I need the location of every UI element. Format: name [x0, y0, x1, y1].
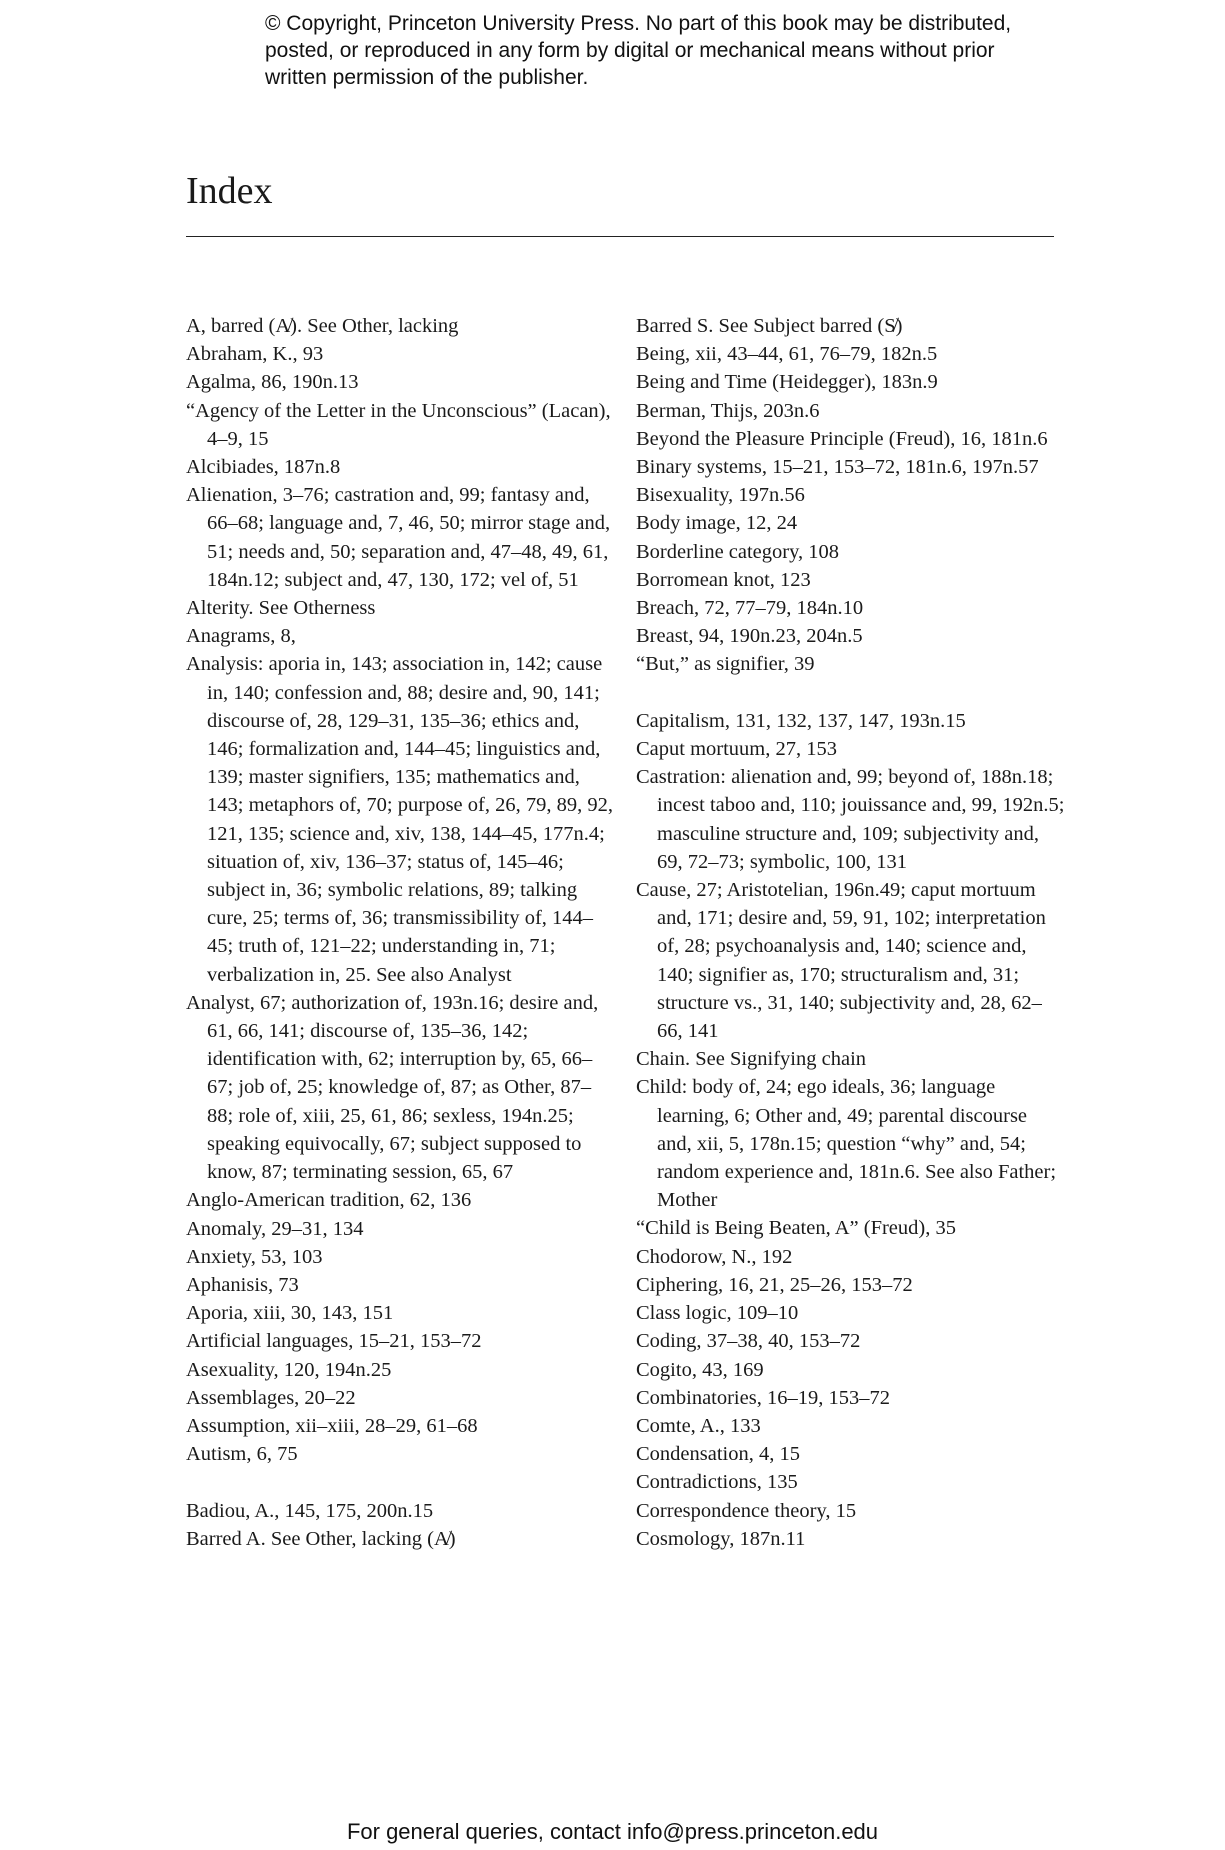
index-entry: Assemblages, 20–22 [186, 1386, 356, 1409]
index-entry: Artificial languages, 15–21, 153–72 [186, 1330, 482, 1353]
index-entry: Chain. See Signifying chain [636, 1048, 867, 1071]
index-entry: Analysis: aporia in, 143; association in, 142; cause in, 140; confession and, 88; desire and, 90, 141; discourse of, 28, 129–31, 135–36; ethics and, 146; formalization and, 144–45; linguistics and, 139; master signifiers, 135; mathematics and, 143; metaphors of, 70; purpose of, 26, 79, 89, 92, 121, 135; science and, xiv, 138, 144–45, 177n.4; situation of, xiv, 136–37; status of, 145–46; subject in, 36; symbolic relations, 89; talking cure, 25; terms of, 36; transmissibility of, 144–45; truth of, 121–22; understanding in, 71; verbalization in, 25. See also Analyst [186, 653, 619, 986]
letter-group-gap [636, 679, 1066, 707]
index-entry: Autism, 6, 75 [186, 1443, 298, 1466]
index-entry: “Agency of the Letter in the Unconscious” (Lacan), 4–9, 15 [186, 399, 616, 450]
index-entry: Condensation, 4, 15 [636, 1443, 800, 1466]
index-entry: Agalma, 86, 190n.13 [186, 371, 359, 394]
index-entry: Correspondence theory, 15 [636, 1499, 857, 1522]
index-entry: Child: body of, 24; ego ideals, 36; language learning, 6; Other and, 49; parental discourse and, xii, 5, 178n.15; question “why” and, 54; random experience and, 181n.6. See also Father; Mother [636, 1076, 1062, 1212]
index-entry: A, barred (A̸). See Other, lacking [186, 315, 459, 337]
index-entry: Alcibiades, 187n.8 [186, 456, 341, 479]
index-entry: Combinatories, 16–19, 153–72 [636, 1386, 890, 1409]
index-entry: Being and Time (Heidegger), 183n.9 [636, 371, 938, 394]
index-entry: Anxiety, 53, 103 [186, 1245, 323, 1268]
index-entry: Breach, 72, 77–79, 184n.10 [636, 597, 864, 620]
index-entry: Aphanisis, 73 [186, 1273, 299, 1296]
title-divider [186, 236, 1054, 237]
index-entry: Ciphering, 16, 21, 25–26, 153–72 [636, 1273, 913, 1296]
index-entry: Chodorow, N., 192 [636, 1245, 793, 1268]
index-entry: Abraham, K., 93 [186, 343, 324, 366]
index-entry: “But,” as signifier, 39 [636, 653, 815, 676]
index-entry: Borderline category, 108 [636, 540, 840, 563]
index-entry: “Child is Being Beaten, A” (Freud), 35 [636, 1217, 956, 1240]
index-entry: Castration: alienation and, 99; beyond of, 188n.18; incest taboo and, 110; jouissance and, 99, 192n.5; masculine structure and, 109; subjectivity and, 69, 72–73; symbolic, 100, 131 [636, 766, 1070, 873]
index-entry: Bisexuality, 197n.56 [636, 484, 805, 507]
index-entry: Asexuality, 120, 194n.25 [186, 1358, 392, 1381]
index-entry: Comte, A., 133 [636, 1414, 761, 1437]
index-column-right [636, 312, 1070, 1553]
footer-contact: For general queries, contact info@press.princeton.edu [346, 1819, 879, 1844]
index-entry: Barred S. See Subject barred (S̸) [636, 315, 903, 337]
index-entry: Cause, 27; Aristotelian, 196n.49; caput mortuum and, 171; desire and, 59, 91, 102; interpretation of, 28; psychoanalysis and, 140; science and, 140; signifier as, 170; structuralism and, 31; structure vs., 31, 140; subjectivity and, 28, 62–66, 141 [636, 879, 1051, 1043]
index-entry: Aporia, xiii, 30, 143, 151 [186, 1302, 394, 1325]
index-entry: Beyond the Pleasure Principle (Freud), 16, 181n.6 [636, 427, 1048, 450]
index-entry: Badiou, A., 145, 175, 200n.15 [186, 1499, 434, 1522]
index-entry: Body image, 12, 24 [636, 512, 798, 535]
index-entry: Cogito, 43, 169 [636, 1358, 764, 1381]
index-entry: Anomaly, 29–31, 134 [186, 1217, 364, 1240]
index-entry: Analyst, 67; authorization of, 193n.16; desire and, 61, 66, 141; discourse of, 135–36, 142; identification with, 62; interruption by, 65, 66–67; job of, 25; knowledge of, 87; as Other, 87–88; role of, xiii, 25, 61, 86; sexless, 194n.25; speaking equivocally, 67; subject supposed to know, 87; terminating session, 65, 67 [186, 991, 604, 1184]
index-entry: Binary systems, 15–21, 153–72, 181n.6, 197n.57 [636, 456, 1039, 479]
index-entry: Cosmology, 187n.11 [636, 1527, 806, 1550]
index-entry: Anglo-American tradition, 62, 136 [186, 1189, 472, 1212]
index-entry: Anagrams, 8, [186, 625, 296, 648]
index-entry: Capitalism, 131, 132, 137, 147, 193n.15 [636, 709, 966, 732]
index-entry: Alterity. See Otherness [186, 597, 376, 620]
index-entry: Class logic, 109–10 [636, 1302, 799, 1325]
index-column-left [186, 312, 619, 1553]
index-entry: Coding, 37–38, 40, 153–72 [636, 1330, 861, 1353]
copyright-notice: © Copyright, Princeton University Press. No part of this book may be distributed, posted, or reproduced in any form by digital or mechanical means without prior written permission of the publisher. [265, 12, 1012, 89]
index-entry: Berman, Thijs, 203n.6 [636, 399, 820, 422]
index-entry: Contradictions, 135 [636, 1471, 798, 1494]
index-entry: Assumption, xii–xiii, 28–29, 61–68 [186, 1414, 478, 1437]
letter-group-gap [186, 1468, 616, 1496]
index-entry: Borromean knot, 123 [636, 568, 811, 591]
index-entry: Being, xii, 43–44, 61, 76–79, 182n.5 [636, 343, 938, 366]
index-entry: Breast, 94, 190n.23, 204n.5 [636, 625, 863, 648]
index-entry: Barred A. See Other, lacking (A̸) [186, 1527, 456, 1550]
page-title: Index [186, 170, 273, 212]
index-entry: Caput mortuum, 27, 153 [636, 738, 838, 761]
index-entry: Alienation, 3–76; castration and, 99; fantasy and, 66–68; language and, 7, 46, 50; mirror stage and, 51; needs and, 50; separation and, 47–48, 49, 61, 184n.12; subject and, 47, 130, 172; vel of, 51 [186, 484, 616, 591]
